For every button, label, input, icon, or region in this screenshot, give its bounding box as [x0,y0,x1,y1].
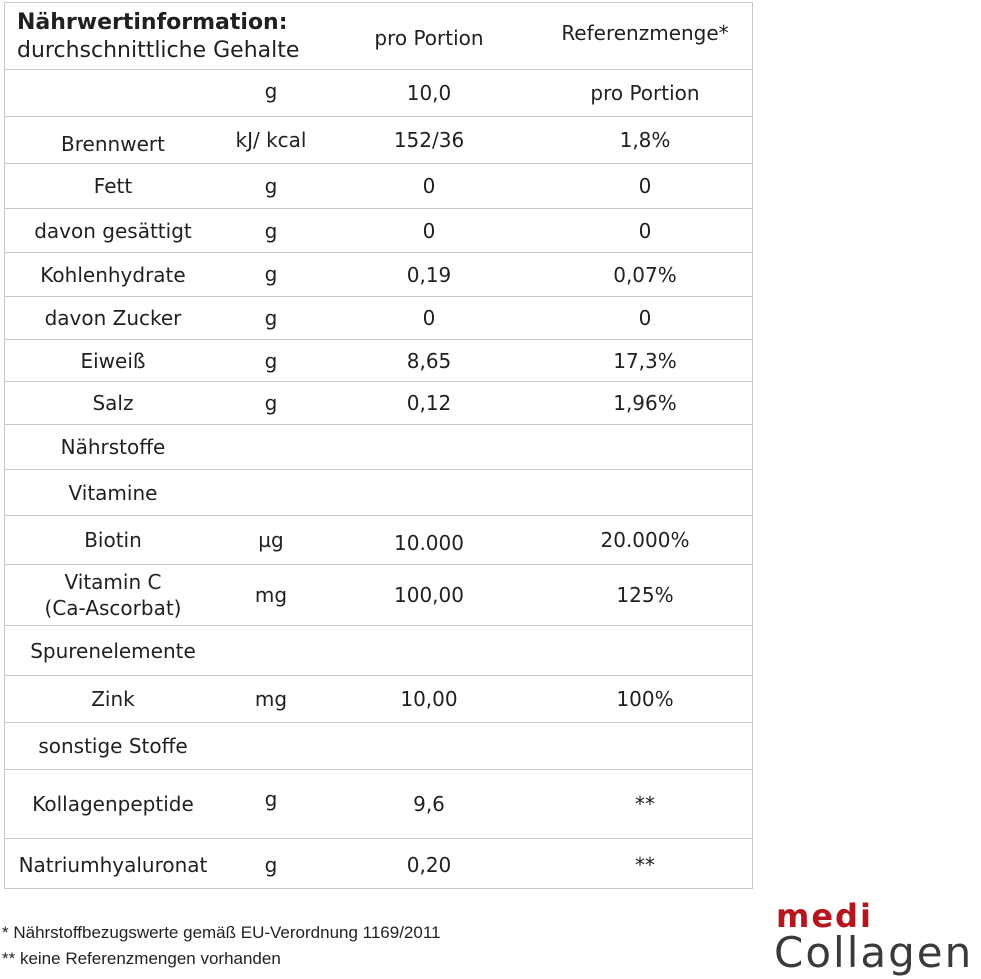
row-name-block [5,565,221,625]
table-row [5,297,752,340]
row-reference: 125% [616,583,674,607]
row-portion: 0,12 [406,391,452,415]
row-unit: g [264,262,278,286]
row-reference: 0 [638,174,652,198]
table-row [5,770,752,839]
row-name: Natriumhyaluronat [18,852,208,877]
row-unit: µg [258,528,284,552]
row-unit: g [264,787,278,811]
section-label: Spurenelemente [30,638,196,663]
row-name: Fett [93,174,133,198]
footnote-reference-values: * Nährstoffbezugswerte gemäß EU-Verordnung 1169/2011 [2,923,441,942]
row-unit: g [264,391,278,415]
row-reference: pro Portion [590,81,700,105]
table-row [5,382,752,425]
footnote-no-reference: ** keine Referenzmengen vorhanden [2,949,281,968]
table-section-row [5,723,752,770]
row-reference: ** [635,852,655,877]
row-name: davon gesättigt [34,218,192,243]
row-portion: 0 [422,218,436,243]
row-name: Kollagenpeptide [32,792,194,816]
row-portion: 9,6 [413,792,445,816]
row-unit: g [264,174,278,198]
table-row [5,253,752,297]
row-reference: 17,3% [613,348,677,373]
row-portion: 10.000 [394,531,464,555]
row-portion: 10,0 [406,81,452,105]
table-header-row [5,3,752,70]
table-row [5,117,752,164]
row-name: Eiweiß [80,348,146,373]
table-subtitle: durchschnittliche Gehalte [17,38,300,63]
row-name: Brennwert [61,132,165,156]
row-name-detail: (Ca-Ascorbat) [44,596,182,620]
row-portion: 0,19 [406,262,452,287]
logo-medi-text: medi [776,897,873,935]
row-portion: 0 [422,174,436,198]
row-name: Salz [92,391,134,415]
column-header-reference: Referenzmenge* [561,21,729,45]
row-portion: 0,20 [406,852,452,877]
row-reference: 0 [638,218,652,243]
row-reference: 20.000% [600,528,690,552]
row-unit: kJ/ kcal [235,128,307,152]
row-portion: 0 [422,306,436,330]
row-name: davon Zucker [44,306,182,330]
row-portion: 10,00 [400,687,458,711]
footnotes [2,920,441,972]
table-title: Nährwertinformation: [17,10,288,35]
row-name [5,70,221,116]
row-name: Biotin [84,528,142,552]
row-portion: 8,65 [406,348,452,373]
row-unit: g [264,852,278,877]
section-label: Nährstoffe [60,435,166,459]
row-reference: 100% [616,687,674,711]
logo-collagen-text: Collagen [774,928,974,977]
row-unit: g [264,218,278,243]
row-name: Vitamin C [64,570,162,594]
row-unit: mg [254,583,288,607]
table-section-row [5,470,752,516]
row-unit: g [264,306,278,330]
section-label: sonstige Stoffe [38,734,188,758]
table-row [5,340,752,382]
table-row [5,70,752,117]
row-name: Kohlenhydrate [40,262,186,287]
row-reference: 0 [638,306,652,330]
table-row [5,516,752,565]
row-reference: 1,96% [613,391,677,415]
table-row [5,676,752,723]
row-unit: g [264,349,278,373]
brand-logo [772,898,978,978]
row-name: Zink [91,687,135,711]
table-section-row [5,425,752,470]
table-row [5,164,752,209]
nutrition-table [4,2,753,889]
row-portion: 152/36 [393,128,465,152]
table-section-row [5,626,752,676]
row-unit: g [264,79,278,103]
section-label: Vitamine [68,480,158,505]
row-portion: 100,00 [394,583,464,607]
table-row [5,209,752,253]
table-title-block [17,9,299,65]
row-unit: mg [254,687,288,711]
table-row [5,839,752,890]
row-reference: ** [635,792,655,816]
row-reference: 0,07% [613,262,677,287]
column-header-portion: pro Portion [374,26,484,50]
row-reference: 1,8% [619,128,671,152]
table-row [5,565,752,626]
